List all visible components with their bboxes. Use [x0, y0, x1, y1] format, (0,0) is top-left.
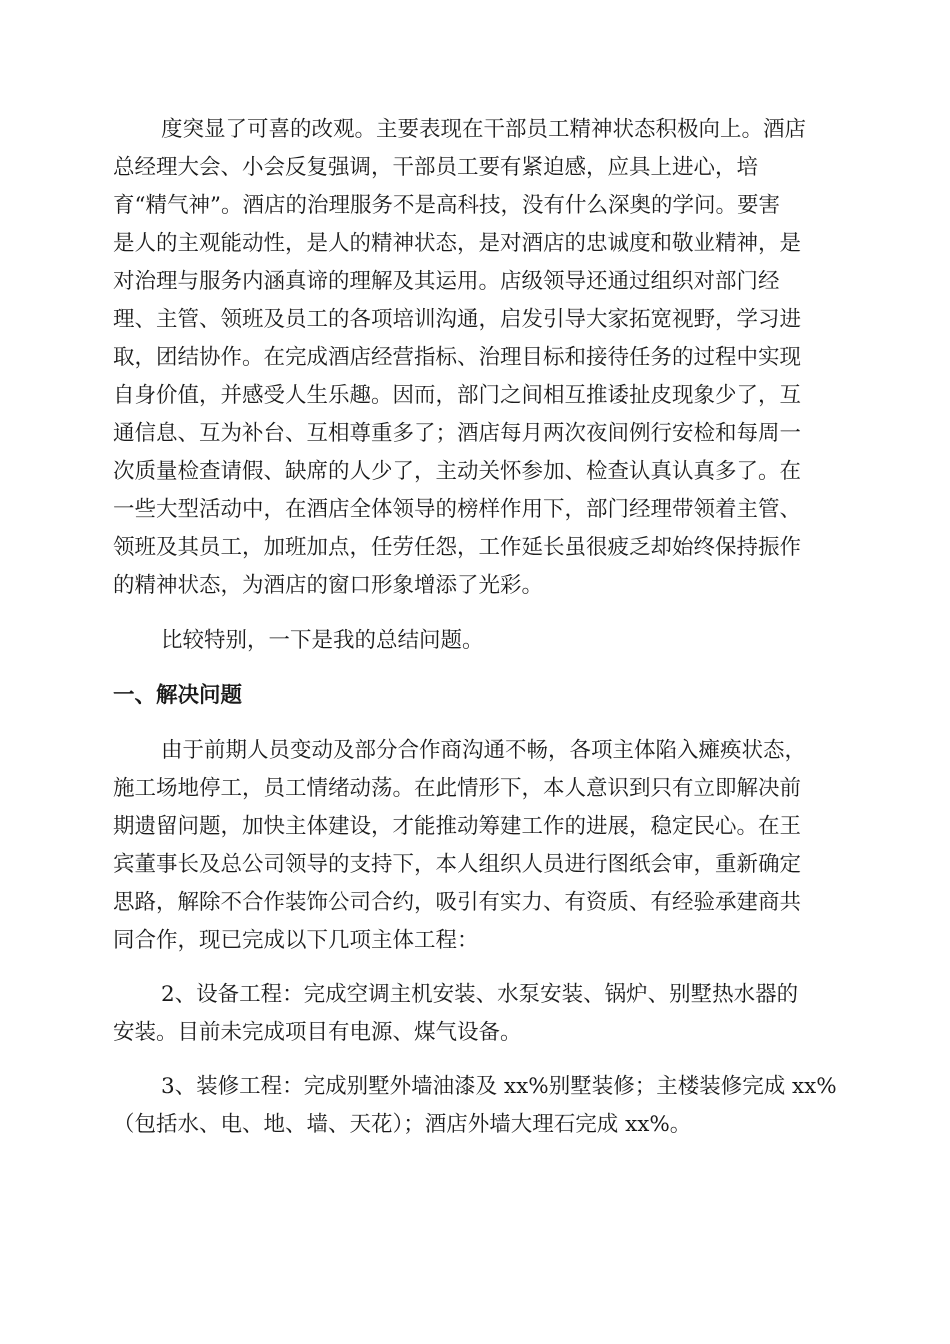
text-line: 是人的主观能动性，是人的精神状态，是对酒店的忠诚度和敬业精神，是 — [113, 231, 802, 256]
text-line: 2、设备工程：完成空调主机安装、水泵安装、锅炉、别墅热水器的 — [161, 982, 799, 1007]
text-line: 的精神状态，为酒店的窗口形象增添了光彩。 — [113, 573, 544, 598]
section-heading: 一、解决问题 — [113, 683, 243, 708]
text-line: 宾董事长及总公司领导的支持下，本人组织人员进行图纸会审，重新确定 — [113, 852, 802, 877]
text-line: 一些大型活动中，在酒店全体领导的榜样作用下，部门经理带领着主管、 — [113, 497, 802, 522]
text-line: 通信息、互为补台、互相尊重多了；酒店每月两次夜间例行安检和每周一 — [113, 421, 802, 446]
text-line: 育“精气神”。酒店的治理服务不是高科技，没有什么深奥的学问。要害 — [113, 193, 780, 218]
paragraph-problem-solving — [113, 732, 838, 960]
text-line: 理、主管、领班及员工的各项培训沟通，启发引导大家拓宽视野，学习进 — [113, 307, 802, 332]
text-line: 总经理大会、小会反复强调，干部员工要有紧迫感，应具上进心，培 — [113, 155, 759, 180]
text-line: 施工场地停工，员工情绪动荡。在此情形下，本人意识到只有立即解决前 — [113, 776, 802, 801]
text-line: 对治理与服务内涵真谛的理解及其运用。店级领导还通过组织对部门经 — [113, 269, 780, 294]
text-line: 同合作，现已完成以下几项主体工程： — [113, 928, 479, 953]
paragraph-decoration — [113, 1068, 838, 1144]
text-line: 由于前期人员变动及部分合作商沟通不畅，各项主体陷入瘫痪状态， — [161, 738, 807, 763]
text-line: 取，团结协作。在完成酒店经营指标、治理目标和接待任务的过程中实现 — [113, 345, 802, 370]
text-line: 比较特别，一下是我的总结问题。 — [161, 628, 484, 653]
text-line: 思路，解除不合作装饰公司合约，吸引有实力、有资质、有经验承建商共 — [113, 890, 802, 915]
text-line: 3、装修工程：完成别墅外墙油漆及 xx%别墅装修；主楼装修完成 xx% — [161, 1074, 837, 1099]
text-line: 安装。目前未完成项目有电源、煤气设备。 — [113, 1020, 522, 1045]
paragraph-equipment — [113, 976, 838, 1052]
text-line: 次质量检查请假、缺席的人少了，主动关怀参加、检查认真认真多了。在 — [113, 459, 802, 484]
text-line: 自身价值，并感受人生乐趣。因而，部门之间相互推诿扯皮现象少了，互 — [113, 383, 802, 408]
text-line: 领班及其员工，加班加点，任劳任怨，工作延长虽很疲乏却始终保持振作 — [113, 535, 802, 560]
text-line: 度突显了可喜的改观。主要表现在干部员工精神状态积极向上。酒店 — [161, 117, 807, 142]
text-line: 期遗留问题，加快主体建设，才能推动筹建工作的进展，稳定民心。在王 — [113, 814, 802, 839]
paragraph-spirit — [113, 111, 838, 605]
text-line: （包括水、电、地、墙、天花）；酒店外墙大理石完成 xx%。 — [113, 1112, 692, 1137]
paragraph-summary-intro — [113, 622, 838, 660]
